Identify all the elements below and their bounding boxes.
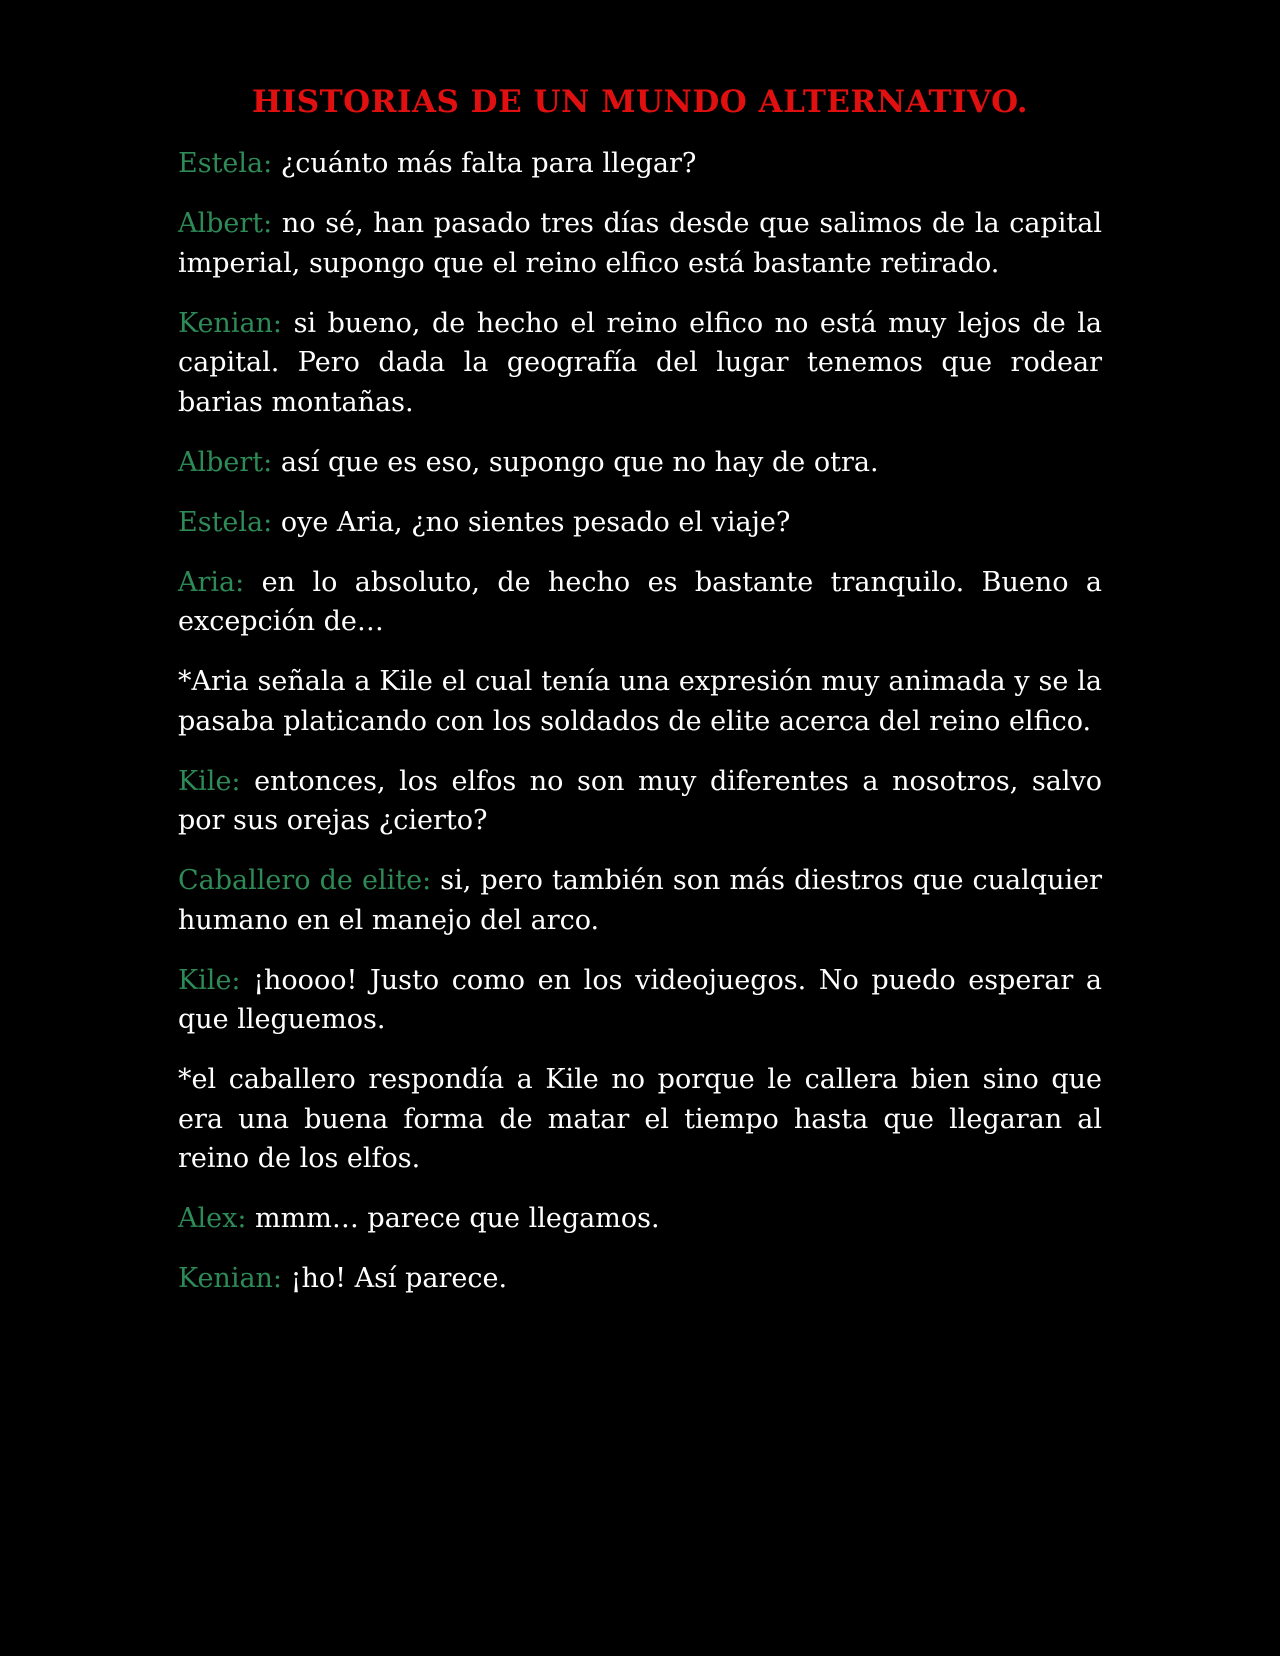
speaker-name: Kenian:: [178, 1263, 283, 1294]
dialogue-text: ¿cuánto más falta para llegar?: [280, 148, 697, 179]
speaker-name: Kile:: [178, 765, 241, 797]
narration-paragraph: [178, 1060, 1102, 1179]
document-page: [178, 80, 1102, 1319]
dialogue-text: no sé, han pasado tres días desde que salimos de la capital imperial, supongo que el reino elfico está bastante retirado.: [178, 208, 1102, 279]
dialogue-paragraph: [178, 563, 1102, 642]
dialogue-paragraph: [178, 1259, 1102, 1299]
dialogue-text: mmm… parece que llegamos.: [255, 1203, 660, 1234]
speaker-name: Kile:: [178, 964, 241, 996]
speaker-name: Estela:: [178, 506, 273, 538]
speaker-name: Aria:: [178, 566, 245, 598]
dialogue-text: si bueno, de hecho el reino elfico no está muy lejos de la capital. Pero dada la geografía del lugar tenemos que rodear barias montañas.: [178, 307, 1102, 418]
dialogue-paragraph: [178, 204, 1102, 283]
dialogue-paragraph: [178, 861, 1102, 940]
dialogue-text: entonces, los elfos no son muy diferentes a nosotros, salvo por sus orejas ¿cierto?: [178, 765, 1103, 836]
speaker-name: Kenian:: [178, 307, 283, 339]
dialogue-paragraph: [178, 144, 1102, 184]
speaker-name: Caballero de elite:: [178, 865, 432, 896]
speaker-name: Albert:: [178, 208, 273, 239]
speaker-name: Albert:: [178, 446, 273, 478]
dialogue-paragraph: [178, 503, 1102, 543]
dialogue-text: así que es eso, supongo que no hay de otra.: [280, 446, 879, 478]
speaker-name: Estela:: [178, 148, 273, 179]
dialogue-paragraph: [178, 762, 1102, 841]
dialogue-text: en lo absoluto, de hecho es bastante tranquilo. Bueno a excepción de…: [178, 566, 1102, 637]
dialogue-paragraph: [178, 961, 1102, 1040]
dialogue-text: ¡hoooo! Justo como en los videojuegos. No puedo esperar a que lleguemos.: [178, 964, 1102, 1035]
dialogue-paragraph: [178, 443, 1102, 483]
narration-paragraph: [178, 662, 1102, 741]
narration-text: *Aria señala a Kile el cual tenía una expresión muy animada y se la pasaba platicando con los soldados de elite acerca del reino elfico.: [178, 666, 1102, 737]
dialogue-paragraph: [178, 304, 1102, 423]
dialogue-text: oye Aria, ¿no sientes pesado el viaje?: [280, 506, 791, 538]
dialogue-paragraph: [178, 1199, 1102, 1239]
document-title: HISTORIAS DE UN MUNDO ALTERNATIVO.: [251, 84, 1029, 120]
dialogue-text: ¡ho! Así parece.: [290, 1263, 508, 1294]
speaker-name: Alex:: [178, 1203, 247, 1234]
narration-text: *el caballero respondía a Kile no porque le callera bien sino que era una buena forma de matar el tiempo hasta que llegaran al reino de los elfos.: [178, 1064, 1102, 1174]
dialogue-text: si, pero también son más diestros que cualquier humano en el manejo del arco.: [178, 865, 1102, 936]
